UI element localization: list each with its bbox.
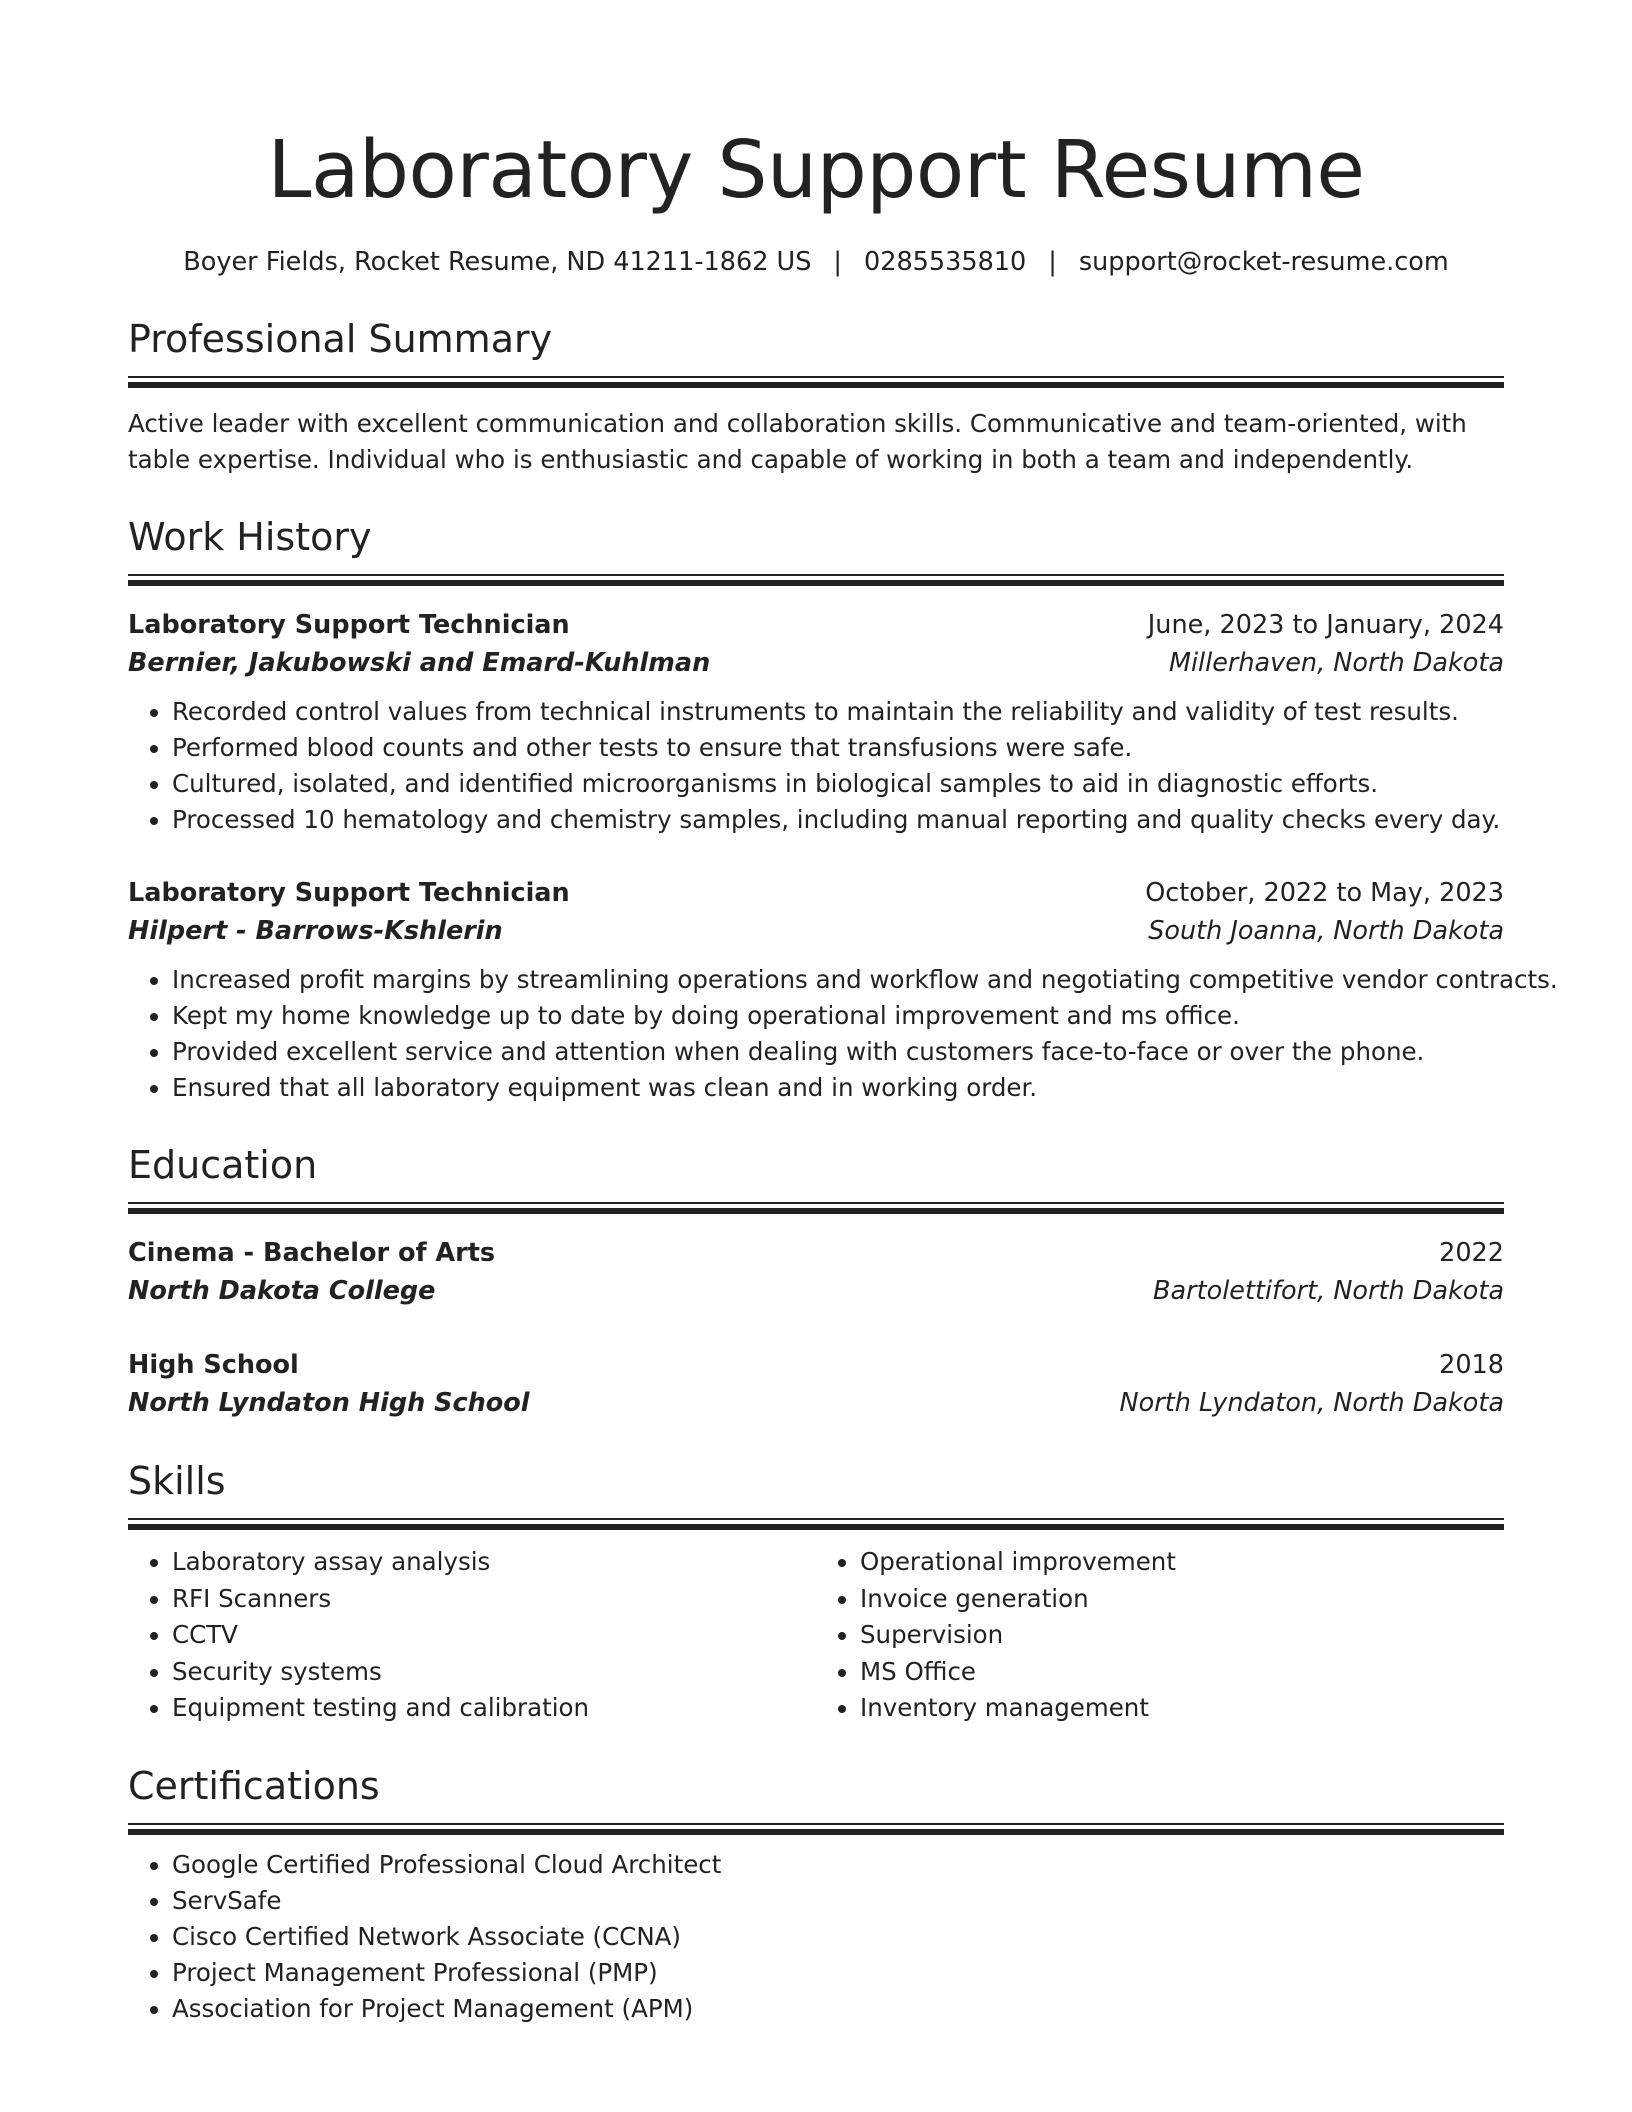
- job-dates: October, 2022 to May, 2023: [1145, 878, 1504, 908]
- list-item: • Cultured, isolated, and identified microorganisms in biological samples to aid in diagnostic efforts.: [172, 766, 1504, 802]
- education-section: [128, 1140, 1504, 1422]
- job-title: Laboratory Support Technician: [128, 610, 570, 640]
- job-location: South Joanna, North Dakota: [1148, 916, 1504, 946]
- education-entry: [128, 1346, 1504, 1422]
- contact-email[interactable]: support@rocket-resume.com: [1078, 247, 1449, 277]
- contact-separator: |: [833, 247, 842, 277]
- list-item: • Recorded control values from technical instruments to maintain the reliability and validity of test results.: [172, 694, 1504, 730]
- list-item: • MS Office: [860, 1654, 1504, 1691]
- education-school: North Dakota College: [128, 1276, 436, 1306]
- list-item: • Cisco Certified Network Associate (CCNA): [172, 1919, 1504, 1955]
- list-item: • Ensured that all laboratory equipment was clean and in working order.: [172, 1070, 1504, 1106]
- skills-heading: Skills: [128, 1459, 226, 1503]
- list-item: • Project Management Professional (PMP): [172, 1955, 1504, 1991]
- summary-section: [128, 314, 1504, 478]
- education-location: North Lyndaton, North Dakota: [1119, 1388, 1504, 1418]
- list-item: • Operational improvement: [860, 1544, 1504, 1581]
- skills-left-column: [128, 1544, 816, 1727]
- section-divider: [128, 574, 1504, 586]
- certifications-section: [128, 1761, 1504, 2027]
- education-heading: Education: [128, 1143, 318, 1187]
- skills-right-column: [816, 1544, 1504, 1727]
- education-degree: Cinema - Bachelor of Arts: [128, 1238, 496, 1268]
- job-entry: [128, 606, 1504, 838]
- job-company: Bernier, Jakubowski and Emard-Kuhlman: [128, 648, 711, 678]
- list-item: • Provided excellent service and attention when dealing with customers face-to-face or over the phone.: [172, 1034, 1504, 1070]
- list-item: • Performed blood counts and other tests to ensure that transfusions were safe.: [172, 730, 1504, 766]
- work-section: [128, 512, 1558, 1106]
- job-entry: [128, 874, 1558, 1106]
- list-item: • Google Certified Professional Cloud Architect: [172, 1847, 1504, 1883]
- list-item: • ServSafe: [172, 1883, 1504, 1919]
- job-title: Laboratory Support Technician: [128, 878, 570, 908]
- resume-title: Laboratory Support Resume: [267, 124, 1365, 216]
- list-item: • Invoice generation: [860, 1581, 1504, 1618]
- job-company: Hilpert - Barrows-Kshlerin: [128, 916, 503, 946]
- list-item: • Kept my home knowledge up to date by doing operational improvement and ms office.: [172, 998, 1504, 1034]
- certifications-list: [128, 1847, 1504, 2027]
- skills-columns: [128, 1544, 1504, 1727]
- section-divider: [128, 1823, 1504, 1835]
- education-school: North Lyndaton High School: [128, 1388, 530, 1418]
- list-item: • Equipment testing and calibration: [172, 1690, 816, 1727]
- education-entry: [128, 1234, 1504, 1310]
- education-year: 2018: [1439, 1350, 1504, 1380]
- certifications-heading: Certifications: [128, 1763, 380, 1808]
- contact-line: [128, 244, 1504, 280]
- work-heading: Work History: [128, 515, 372, 559]
- job-location: Millerhaven, North Dakota: [1168, 648, 1504, 678]
- list-item: • CCTV: [172, 1617, 816, 1654]
- list-item: • Inventory management: [860, 1690, 1504, 1727]
- list-item: • Association for Project Management (APM): [172, 1991, 1504, 2027]
- list-item: • RFI Scanners: [172, 1581, 816, 1618]
- section-divider: [128, 376, 1504, 388]
- list-item: • Security systems: [172, 1654, 816, 1691]
- job-dates: June, 2023 to January, 2024: [1147, 610, 1504, 640]
- contact-address: Boyer Fields, Rocket Resume, ND 41211-1862 US: [183, 247, 812, 277]
- summary-heading: Professional Summary: [128, 317, 553, 361]
- list-item: • Increased profit margins by streamlining operations and workflow and negotiating competitive vendor contracts.: [172, 962, 1504, 998]
- section-divider: [128, 1202, 1504, 1214]
- summary-text: Active leader with excellent communication and collaboration skills. Communicative and team-oriented, with table expertise. Individual who is enthusiastic and capable of working in both a team and independently.: [128, 409, 1467, 474]
- list-item: • Supervision: [860, 1617, 1504, 1654]
- contact-phone: 0285535810: [864, 247, 1027, 277]
- section-divider: [128, 1518, 1504, 1530]
- list-item: • Processed 10 hematology and chemistry samples, including manual reporting and quality checks every day.: [172, 802, 1504, 838]
- list-item: • Laboratory assay analysis: [172, 1544, 816, 1581]
- job-bullets: [128, 962, 1558, 1106]
- job-bullets: [128, 694, 1504, 838]
- skills-section: [128, 1456, 1504, 1727]
- education-location: Bartolettifort, North Dakota: [1152, 1276, 1504, 1306]
- contact-separator: |: [1048, 247, 1057, 277]
- education-degree: High School: [128, 1350, 299, 1380]
- education-year: 2022: [1439, 1238, 1504, 1268]
